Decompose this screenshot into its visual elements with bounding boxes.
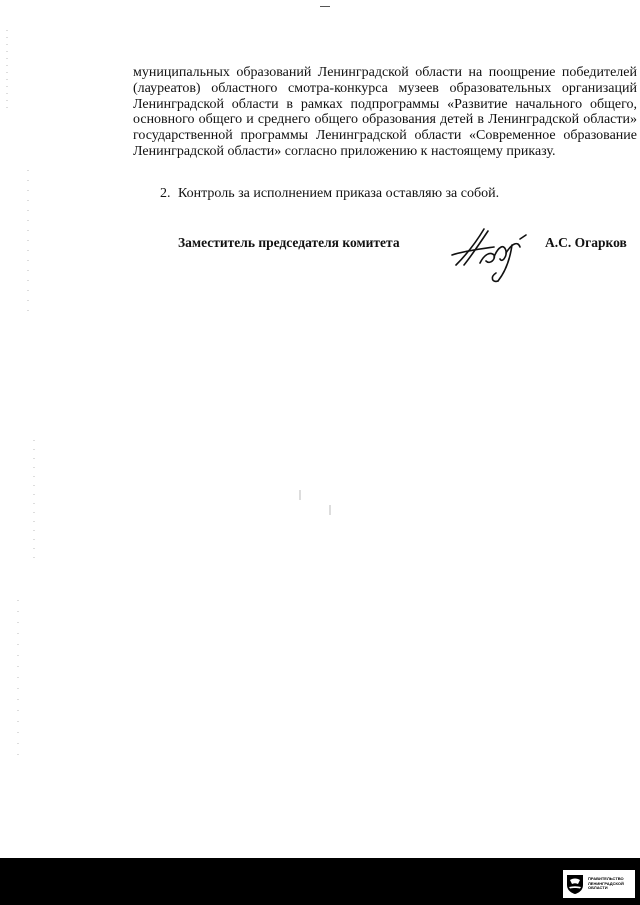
government-stamp [563, 870, 635, 898]
stamp-line-3: ОБЛАСТИ [588, 885, 608, 891]
list-item-control [160, 186, 630, 202]
signer-name: А.С. Огарков [545, 235, 627, 250]
government-stamp-text [588, 877, 624, 891]
scan-footer-bar [0, 858, 640, 905]
list-item-number: 2. [160, 186, 171, 201]
paragraph-text: муниципальных образований Ленинградской области на поощрение победителей (лауреатов) областного смотра-конкурса музеев образовательных организаций Ленинградской области в рамках подпрограммы «Развитие начального общего, основного общего и среднего общего образования детей в Ленинградской области» государственной программы Ленинградской области «Современное образование Ленинградской области» согласно приложению к настоящему приказу. [133, 65, 637, 159]
coat-of-arms-icon [565, 873, 585, 895]
handwritten-signature [450, 225, 530, 285]
stamp-line-1: ПРАВИТЕЛЬСТВО [588, 876, 624, 882]
signature-block [178, 225, 638, 285]
page-top-mark [320, 6, 330, 7]
stamp-line-2: ЛЕНИНГРАДСКОЙ [588, 880, 624, 886]
list-item-text: Контроль за исполнением приказа оставляю за собой. [178, 186, 500, 201]
signer-position: Заместитель председателя комитета [178, 235, 400, 250]
